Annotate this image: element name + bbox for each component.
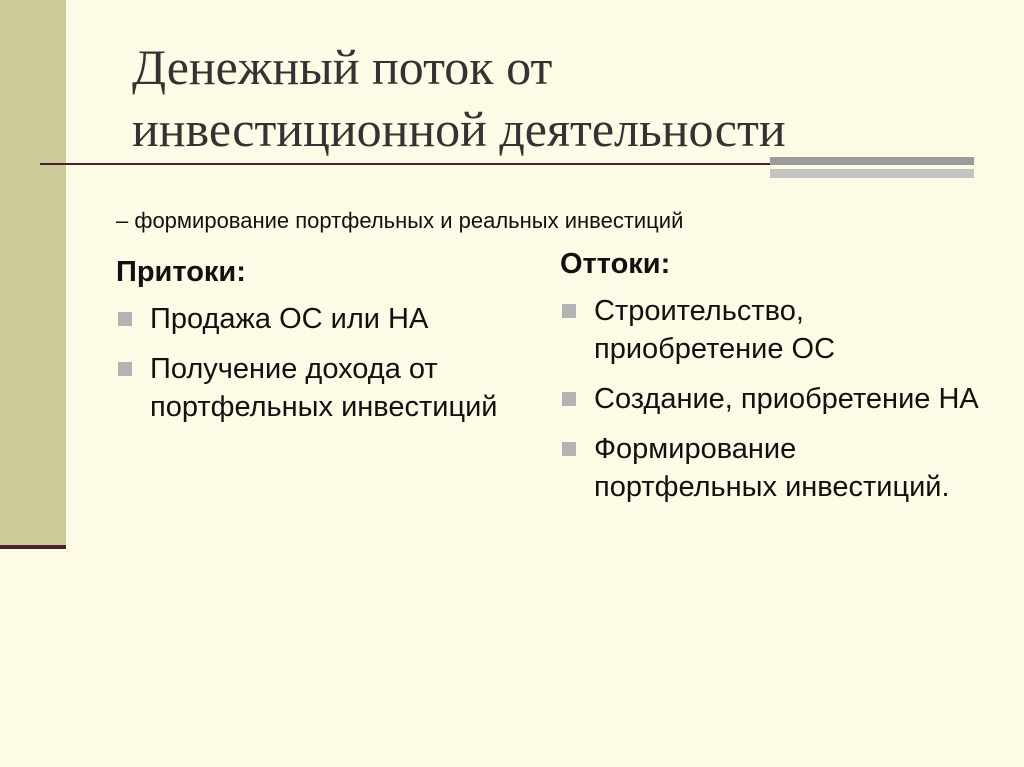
slide-subtitle: – формирование портфельных и реальных инвестиций [116,208,684,233]
square-bullet-icon [118,312,132,326]
slide-title [132,36,952,160]
outflow-item-text: Создание, приобретение НА [594,383,979,415]
slide-title-line2: инвестиционной деятельности [132,101,786,157]
list-item [560,430,980,506]
sidebar-rule [0,545,66,549]
list-item [560,380,980,418]
outflow-item-text: Строительство, приобретение ОС [594,295,836,365]
sidebar-decoration [0,0,66,548]
outflows-list [560,292,980,506]
outflow-item-text: Формирование портфельных инвестиций. [594,433,950,503]
outflows-heading: Оттоки: [560,248,671,280]
outflows-column [560,244,980,518]
inflows-list [116,300,526,426]
list-item [560,292,980,368]
square-bullet-icon [562,304,576,318]
square-bullet-icon [562,392,576,406]
square-bullet-icon [562,442,576,456]
inflows-column [116,252,526,438]
list-item [116,300,526,338]
slide-title-line1: Денежный поток от [132,39,553,95]
inflows-heading: Притоки: [116,256,246,288]
inflow-item-text: Продажа ОС или НА [150,303,429,335]
title-accent-bars [770,157,974,178]
square-bullet-icon [118,362,132,376]
list-item [116,350,526,426]
inflow-item-text: Получение дохода от портфельных инвестиций [150,353,498,423]
